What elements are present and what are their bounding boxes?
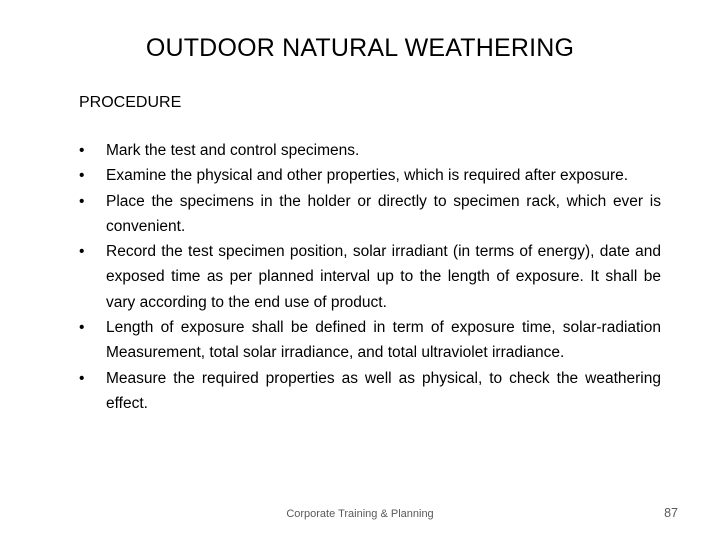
list-item	[79, 366, 661, 417]
bullet-icon: •	[79, 192, 85, 210]
slide-title: OUTDOOR NATURAL WEATHERING	[145, 34, 575, 62]
procedure-list	[79, 138, 661, 416]
list-item	[79, 315, 661, 366]
bullet-text: Place the specimens in the holder or directly to specimen rack, which ever is convenient.	[106, 192, 661, 235]
bullet-icon: •	[79, 243, 85, 261]
list-item	[79, 138, 661, 163]
section-heading: PROCEDURE	[79, 94, 182, 111]
bullet-text: Mark the test and control specimens.	[106, 142, 360, 159]
list-item	[79, 163, 661, 188]
list-item	[79, 189, 661, 240]
bullet-icon: •	[79, 167, 85, 185]
bullet-text: Measure the required properties as well as physical, to check the weathering effect.	[106, 369, 661, 412]
bullet-text: Examine the physical and other properties, which is required after exposure.	[106, 167, 629, 185]
list-item	[79, 239, 661, 315]
bullet-text: Length of exposure shall be defined in term of exposure time, solar-radiation Measurement, total solar irradiance, and total ultraviolet irradiance.	[106, 319, 661, 362]
bullet-icon: •	[79, 142, 85, 159]
page-number: 87	[664, 506, 678, 520]
bullet-text: Record the test specimen position, solar irradiant (in terms of energy), date and exposed time as per planned interval up to the length of exposure. It shall be vary according to the end use of product.	[106, 243, 661, 311]
footer-text: Corporate Training & Planning	[286, 508, 434, 520]
bullet-icon: •	[79, 369, 85, 387]
bullet-icon: •	[79, 319, 85, 337]
